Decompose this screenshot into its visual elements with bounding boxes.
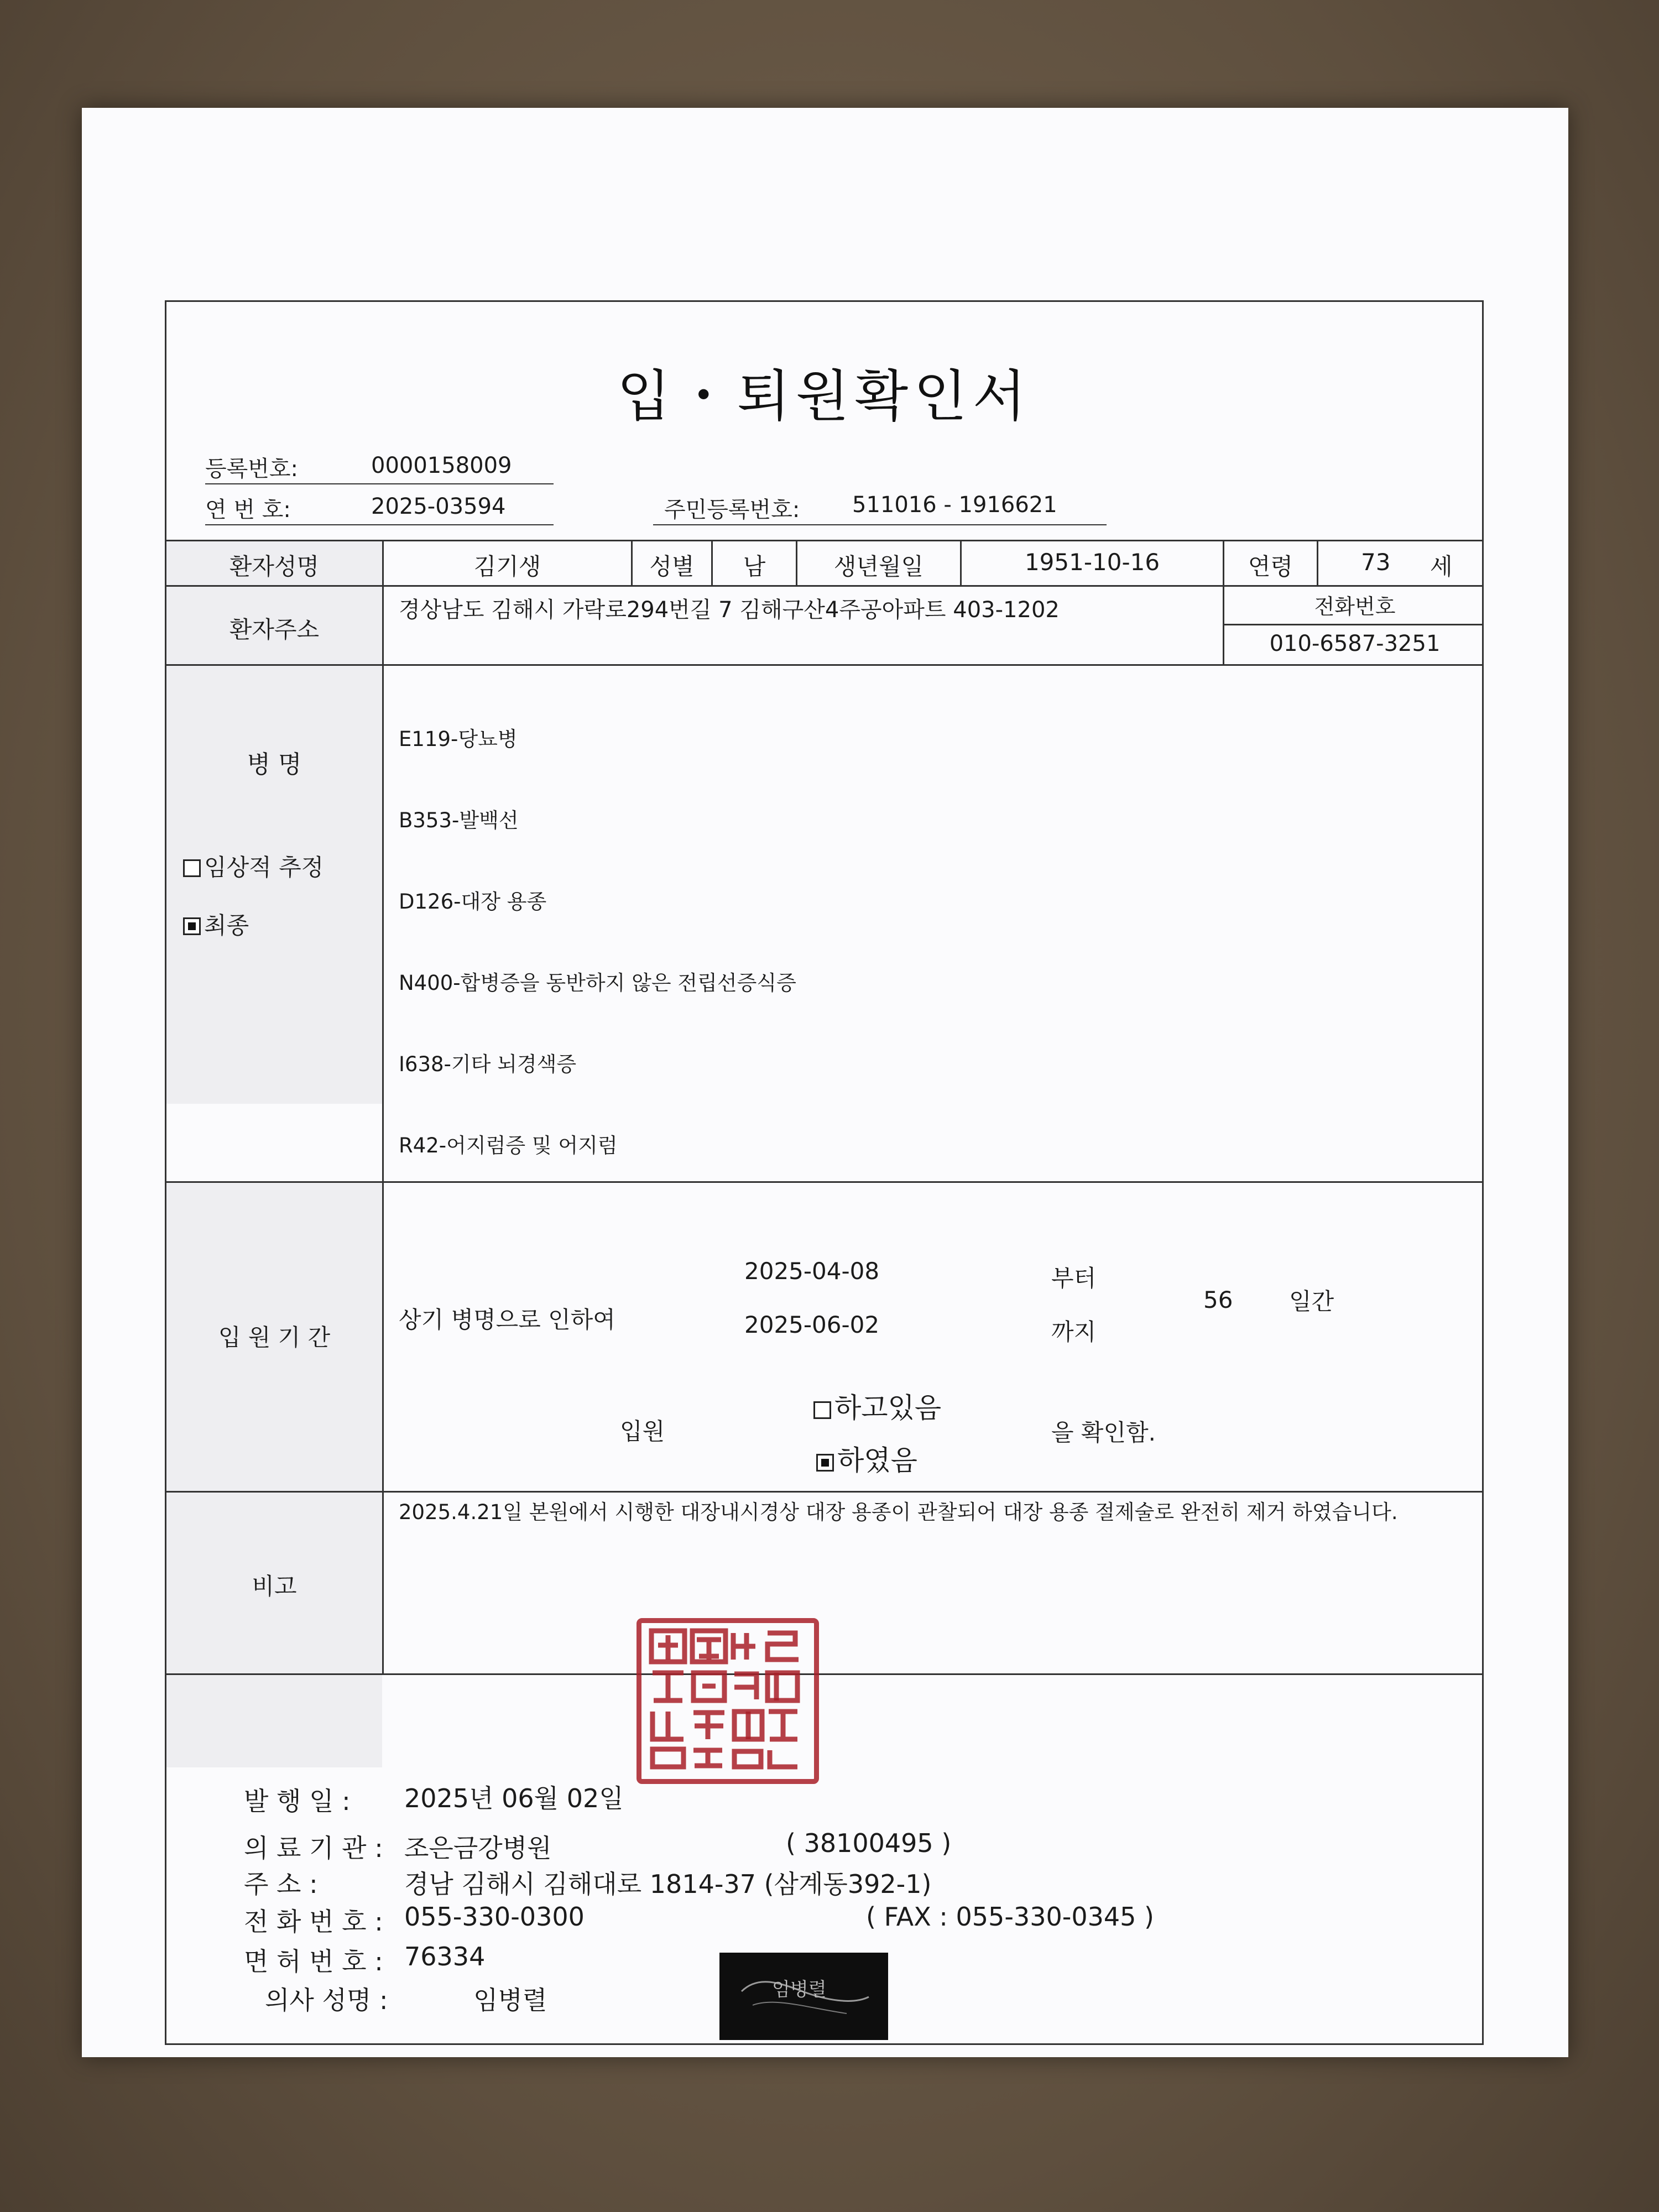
sex-value: 남 xyxy=(743,553,766,580)
reg-no-underline xyxy=(205,483,554,484)
ongoing-label: 하고있음 xyxy=(834,1392,942,1424)
age-unit: 세 xyxy=(1430,553,1453,580)
remarks-text: 2025.4.21일 본원에서 시행한 대장내시경상 대장 용종이 관찰되어 대장 용종 절제술로 완전히 제거 하였습니다. xyxy=(399,1500,1398,1524)
ongoing-option xyxy=(813,1386,941,1426)
hospital-fax: ( FAX : 055-330-0345 ) xyxy=(866,1902,1154,1932)
diagnosis-item: I638-기타 뇌경색증 xyxy=(399,1052,577,1076)
serial-label: 연 번 호: xyxy=(205,497,291,523)
diagnosis-item: N400-합병증을 동반하지 않은 전립선증식증 xyxy=(399,971,796,995)
admission-period-label: 입 원 기 간 xyxy=(218,1324,331,1351)
clinical-estimate-option xyxy=(183,849,324,883)
form-frame xyxy=(165,300,1484,2045)
patient-name-label: 환자성명 xyxy=(229,553,320,580)
age-label: 연령 xyxy=(1248,553,1293,580)
patient-address: 경상남도 김해시 가락로294번길 7 김해구산4주공아파트 403-1202 xyxy=(399,597,1060,623)
diagnosis-item: E119-당뇨병 xyxy=(399,727,518,751)
institution-code: ( 38100495 ) xyxy=(786,1828,952,1858)
final-label: 최종 xyxy=(204,912,249,939)
phone-divider xyxy=(1223,624,1482,625)
done-checkbox[interactable] xyxy=(816,1454,834,1472)
sex-label: 성별 xyxy=(649,553,695,580)
license-number: 76334 xyxy=(404,1942,486,1971)
hospital-phone: 055-330-0300 xyxy=(404,1902,585,1932)
admission-from-date: 2025-04-08 xyxy=(744,1258,880,1285)
rrn-value: 511016 - 1916621 xyxy=(852,492,1057,518)
table-rule xyxy=(166,585,1482,587)
clinical-estimate-label: 임상적 추정 xyxy=(204,854,324,881)
admission-reason: 상기 병명으로 인하여 xyxy=(399,1306,615,1333)
remarks-label: 비고 xyxy=(252,1573,297,1600)
diagnosis-label: 병 명 xyxy=(247,750,302,779)
hospital-seal xyxy=(637,1618,819,1784)
table-col-rule xyxy=(382,540,384,1673)
from-label: 부터 xyxy=(1051,1265,1097,1292)
serial-no: 2025-03594 xyxy=(371,494,506,519)
document-title: 입・퇴원확인서 xyxy=(617,364,1032,429)
signature-scribble xyxy=(719,1953,888,2040)
label-column-shade-lower xyxy=(166,1181,382,1767)
address-label: 환자주소 xyxy=(229,616,320,643)
seal-glyphs xyxy=(641,1623,814,1779)
reg-no: 0000158009 xyxy=(371,453,512,478)
diagnosis-item: B353-발백선 xyxy=(399,808,519,832)
ongoing-checkbox[interactable] xyxy=(813,1401,831,1419)
serial-underline xyxy=(205,524,554,525)
diagnosis-item: D126-대장 용종 xyxy=(399,890,547,914)
reg-no-label: 등록번호: xyxy=(205,456,299,482)
doctor-label: 의사 성명 : xyxy=(265,1985,388,2015)
patient-name: 김기생 xyxy=(473,553,541,580)
dob-label: 생년월일 xyxy=(833,553,924,580)
phone-value: 010-6587-3251 xyxy=(1269,631,1441,656)
rrn-underline xyxy=(653,524,1107,525)
final-option xyxy=(183,907,249,941)
hospital-address-label: 주 소 : xyxy=(244,1869,318,1899)
admission-to-date: 2025-06-02 xyxy=(744,1311,880,1338)
table-rule xyxy=(166,540,1482,541)
issue-date-label: 발 행 일 : xyxy=(244,1786,351,1816)
document-paper xyxy=(82,108,1568,2057)
signature-text: 임병렬 xyxy=(772,1979,827,2001)
rrn-label: 주민등록번호: xyxy=(664,497,800,523)
to-label: 까지 xyxy=(1051,1318,1097,1345)
confirm-text: 을 확인함. xyxy=(1051,1419,1156,1446)
table-rule xyxy=(166,664,1482,666)
doctor-name: 임병렬 xyxy=(473,1985,547,2015)
table-col-rule xyxy=(1317,540,1318,585)
done-label: 하였음 xyxy=(837,1444,917,1477)
hospital-phone-label: 전 화 번 호 : xyxy=(244,1907,383,1937)
hospital-address: 경남 김해시 김해대로 1814-37 (삼계동392-1) xyxy=(404,1869,932,1899)
issue-date: 2025년 06월 02일 xyxy=(404,1783,624,1813)
table-rule xyxy=(166,1181,1482,1183)
age-value: 73 xyxy=(1361,549,1391,576)
license-label: 면 허 번 호 : xyxy=(244,1947,383,1976)
institution-label: 의 료 기 관 : xyxy=(244,1833,383,1863)
doctor-signature xyxy=(719,1953,888,2040)
admission-days: 56 xyxy=(1203,1286,1233,1313)
diagnosis-item: R42-어지럼증 및 어지럼 xyxy=(399,1134,618,1157)
dob-value: 1951-10-16 xyxy=(1024,549,1160,576)
days-unit: 일간 xyxy=(1289,1288,1334,1315)
clinical-estimate-checkbox[interactable] xyxy=(183,859,201,877)
institution-name: 조은금강병원 xyxy=(404,1833,552,1863)
table-rule xyxy=(166,1491,1482,1493)
admit-label: 입원 xyxy=(620,1418,665,1445)
done-option xyxy=(816,1438,917,1478)
diagnosis-list xyxy=(399,671,796,1213)
phone-label: 전화번호 xyxy=(1314,594,1396,619)
final-checkbox[interactable] xyxy=(183,917,201,935)
table-rule xyxy=(166,1673,1482,1675)
